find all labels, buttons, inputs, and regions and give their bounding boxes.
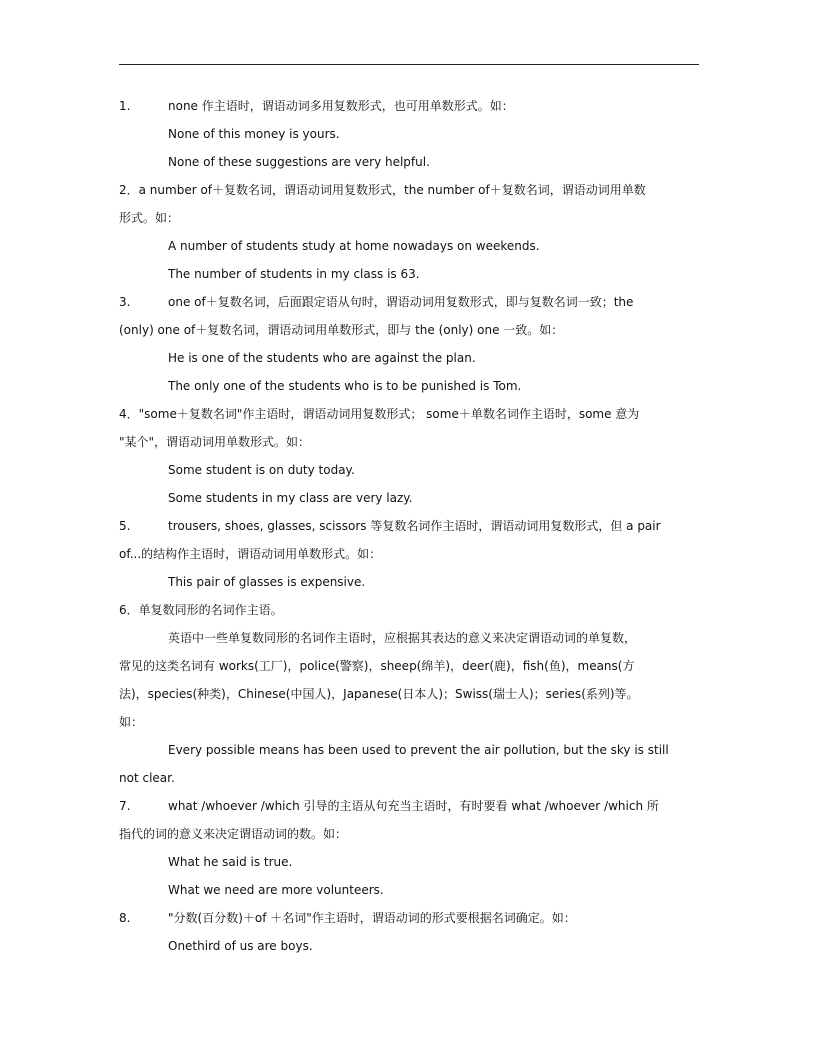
rule-5-line-1: [119, 512, 699, 540]
rule-8-text: "分数(百分数)＋of ＋名词"作主语时，谓语动词的形式要根据名词确定。如：: [168, 911, 576, 925]
document-body: [119, 92, 699, 960]
rule-3-line-1: [119, 288, 699, 316]
rule-7-example-1: What he said is true.: [168, 855, 293, 869]
rule-2-line-1: 2．a number of＋复数名词，谓语动词用复数形式，the number of＋复数名词，谓语动词用单数: [119, 183, 646, 197]
rule-3-line-2: (only) one of＋复数名词，谓语动词用单数形式，即与 the (only) one 一致。如：: [119, 323, 564, 337]
rule-1-text: none 作主语时，谓语动词多用复数形式，也可用单数形式。如：: [168, 99, 514, 113]
rule-7-example-2: What we need are more volunteers.: [168, 883, 384, 897]
rule-8-example-1: Onethird of us are boys.: [168, 939, 313, 953]
rule-8-number: 8.: [119, 911, 131, 925]
rule-4-line-2: "某个"，谓语动词用单数形式。如：: [119, 435, 311, 449]
rule-1-example-2: None of these suggestions are very helpful.: [168, 155, 430, 169]
rule-6-example-1-continued: not clear.: [119, 771, 175, 785]
rule-5-example-1: This pair of glasses is expensive.: [168, 575, 366, 589]
rule-3-example-1: He is one of the students who are against the plan.: [168, 351, 476, 365]
rule-6-paragraph-line-1: 英语中一些单复数同形的名词作主语时，应根据其表达的意义来决定谓语动词的单复数，: [168, 631, 637, 645]
rule-5-line-2: of...的结构作主语时，谓语动词用单数形式。如：: [119, 547, 382, 561]
rule-4-line-1: 4．"some＋复数名词"作主语时，谓语动词用复数形式； some＋单数名词作主语时，some 意为: [119, 407, 640, 421]
rule-7-text: what /whoever /which 引导的主语从句充当主语时，有时要看 what /whoever /which 所: [168, 799, 659, 813]
rule-6-example-1: Every possible means has been used to prevent the air pollution, but the sky is still: [168, 743, 669, 757]
rule-3-number: 3.: [119, 295, 131, 309]
rule-4-example-2: Some students in my class are very lazy.: [168, 491, 413, 505]
rule-2-line-2: 形式。如：: [119, 211, 180, 225]
rule-3-example-2: The only one of the students who is to be punished is Tom.: [168, 379, 522, 393]
header-rule: [119, 64, 699, 65]
rule-7-line-2: 指代的词的意义来决定谓语动词的数。如：: [119, 827, 348, 841]
rule-6-paragraph-line-2: 常见的这类名词有 works(工厂)，police(警察)，sheep(绵羊)，deer(鹿)，fish(鱼)，means(方: [119, 659, 635, 673]
rule-6-title: 6．单复数同形的名词作主语。: [119, 603, 283, 617]
rule-6-paragraph-line-3: 法)，species(种类)，Chinese(中国人)，Japanese(日本人)；Swiss(瑞士人)；series(系列)等。: [119, 687, 639, 701]
rule-5-text: trousers, shoes, glasses, scissors 等复数名词作主语时，谓语动词用复数形式，但 a pair: [168, 519, 661, 533]
rule-7-number: 7.: [119, 799, 131, 813]
rule-2-example-2: The number of students in my class is 63.: [168, 267, 420, 281]
rule-6-paragraph-line-4: 如：: [119, 715, 144, 729]
rule-2-example-1: A number of students study at home nowadays on weekends.: [168, 239, 540, 253]
rule-7-line-1: [119, 792, 699, 820]
rule-1-number: 1.: [119, 99, 131, 113]
rule-8-line-1: [119, 904, 699, 932]
rule-5-number: 5.: [119, 519, 131, 533]
rule-4-example-1: Some student is on duty today.: [168, 463, 355, 477]
rule-1-example-1: None of this money is yours.: [168, 127, 340, 141]
rule-1-line: [119, 92, 699, 120]
rule-3-text: one of＋复数名词，后面跟定语从句时，谓语动词用复数形式，即与复数名词一致；the: [168, 295, 634, 309]
